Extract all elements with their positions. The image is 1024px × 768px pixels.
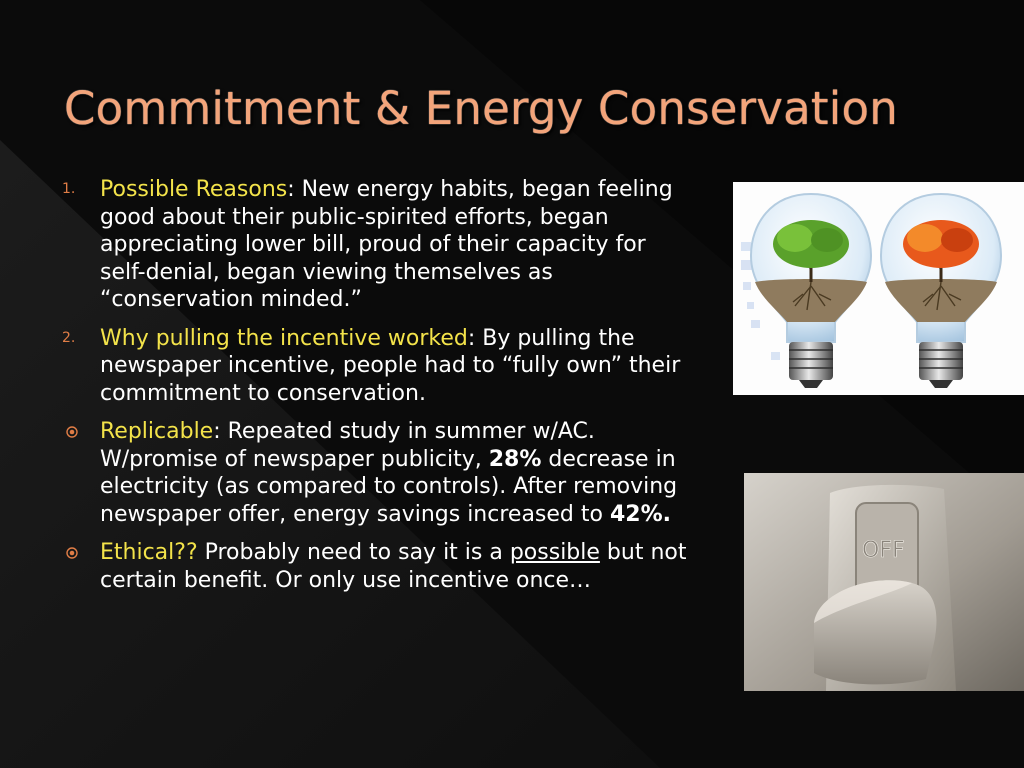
circle-bullet-icon [66, 547, 78, 559]
green-tree-bulb-icon [751, 194, 871, 388]
item-bold-value: 28% [488, 446, 542, 472]
autumn-tree-bulb-icon [881, 194, 1001, 388]
list-item [62, 418, 692, 528]
item-body: decrease in electricity (as compared to controls). After removing newspaper offer, energy savings increased to [100, 446, 678, 527]
svg-text:OFF: OFF [862, 538, 905, 563]
item-body: : Repeated study in summer w/AC. W/promise of newspaper publicity, [100, 419, 595, 472]
list-number: 2. [62, 329, 76, 346]
item-body: : New energy habits, began feeling good about their public-spirited efforts, began appreciating lower bill, proud of their capacity for self-denial, began viewing themselves as “conservation minded.” [100, 177, 673, 312]
slide-content-list [62, 176, 692, 605]
circle-bullet-icon [66, 426, 78, 438]
light-switch-off-image [744, 473, 1024, 691]
list-item [62, 539, 692, 594]
list-number: 1. [62, 181, 76, 197]
item-body: Probably need to say it is a [197, 540, 510, 565]
item-body: : By pulling the newspaper incentive, people had to “fully own” their commitment to conservation. [100, 325, 681, 406]
slide-title: Commitment & Energy Conservation [64, 82, 898, 135]
item-lead: Ethical?? [100, 540, 198, 565]
list-item [62, 176, 692, 314]
item-body: but not certain benefit. Or only use incentive once… [100, 540, 687, 593]
item-lead: Possible Reasons [100, 177, 288, 202]
list-item [62, 325, 692, 408]
lightbulb-trees-image [733, 182, 1024, 395]
item-bold-value: 42%. [609, 501, 671, 527]
item-lead: Why pulling the incentive worked [100, 325, 468, 351]
item-lead: Replicable [100, 419, 214, 444]
item-underlined-word: possible [509, 540, 600, 565]
